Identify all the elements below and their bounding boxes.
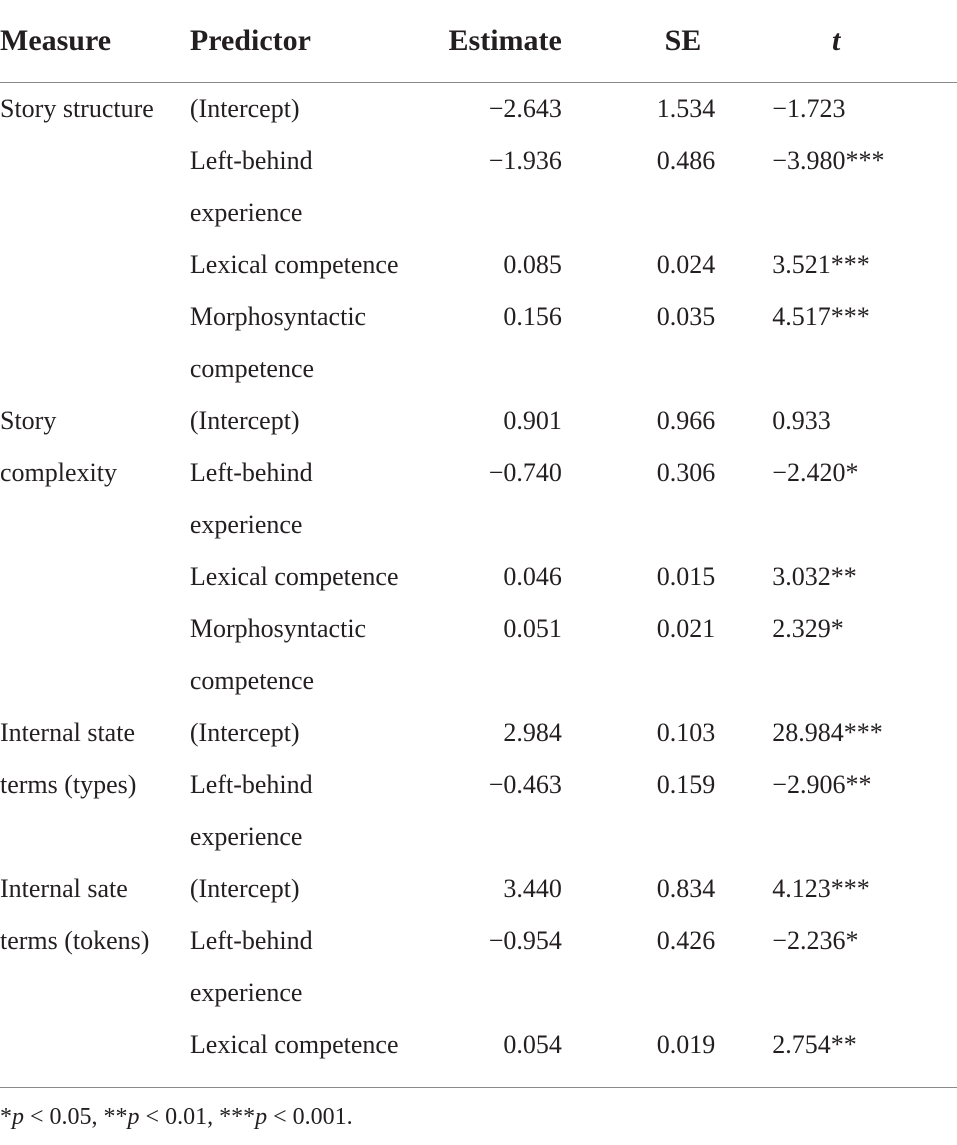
cell-t: 0.933 — [772, 406, 831, 435]
cell-se: 0.015 — [656, 562, 716, 591]
table-body — [0, 83, 957, 1088]
cell-se: 0.486 — [656, 146, 716, 175]
cell-se: 0.306 — [656, 458, 716, 487]
footnote-text: < 0.01, *** — [139, 1104, 256, 1130]
cell-estimate: −0.954 — [488, 926, 562, 955]
cell-se: 0.159 — [656, 770, 716, 799]
cell-measure: complexity — [0, 458, 117, 487]
footnote-text: < 0.05, ** — [24, 1104, 128, 1130]
cell-predictor: Morphosyntactic competence — [189, 614, 367, 695]
footnote-p: p — [12, 1104, 24, 1130]
cell-estimate: 0.156 — [503, 302, 562, 331]
cell-se: 0.024 — [656, 250, 716, 279]
cell-se: 0.966 — [656, 406, 716, 435]
table-row — [0, 1019, 957, 1088]
cell-estimate: 0.901 — [503, 406, 562, 435]
cell-estimate: 3.440 — [503, 874, 562, 903]
cell-measure — [0, 291, 190, 395]
table-footnote — [0, 1101, 353, 1133]
cell-t: −3.980*** — [772, 146, 885, 175]
cell-t: 2.754** — [715, 1019, 957, 1088]
cell-se: 0.019 — [562, 1019, 715, 1088]
table-row — [0, 915, 957, 1019]
cell-se: 0.426 — [656, 926, 716, 955]
table-row — [0, 135, 957, 239]
table-row — [0, 759, 957, 863]
cell-predictor: Left-behind experience — [189, 458, 313, 539]
cell-t: 4.517*** — [772, 302, 870, 331]
cell-t: 4.123*** — [772, 874, 870, 903]
cell-measure: Story — [0, 406, 57, 435]
cell-estimate: 0.054 — [446, 1019, 561, 1088]
cell-t: 2.329* — [772, 614, 844, 643]
cell-measure: Story structure — [0, 94, 154, 123]
cell-estimate: −1.936 — [488, 146, 562, 175]
cell-se: 0.035 — [656, 302, 716, 331]
cell-se: 0.103 — [656, 718, 716, 747]
cell-t: −2.906** — [772, 770, 872, 799]
cell-predictor: (Intercept) — [189, 874, 300, 903]
cell-measure — [0, 1019, 190, 1088]
table-row — [0, 83, 957, 136]
table-row — [0, 395, 957, 447]
header-measure: Measure — [0, 0, 190, 83]
cell-predictor: (Intercept) — [189, 94, 300, 123]
footnote-text: * — [0, 1104, 12, 1130]
footnote-p: p — [127, 1104, 140, 1130]
cell-measure: Internal sate — [0, 874, 128, 903]
cell-measure — [0, 603, 190, 707]
table-row — [0, 863, 957, 915]
cell-t: −2.420* — [772, 458, 859, 487]
table-row — [0, 551, 957, 603]
cell-measure — [0, 239, 190, 291]
cell-estimate: −2.643 — [488, 94, 562, 123]
cell-se: 0.834 — [656, 874, 716, 903]
cell-predictor: Lexical competence — [189, 250, 399, 279]
cell-measure: Internal state — [0, 718, 135, 747]
cell-predictor: Lexical competence — [190, 1019, 447, 1088]
cell-estimate: 2.984 — [503, 718, 562, 747]
cell-measure: terms (types) — [0, 770, 137, 799]
header-estimate: Estimate — [446, 0, 561, 83]
cell-se: 0.021 — [656, 614, 716, 643]
cell-t: 28.984*** — [772, 718, 883, 747]
header-row — [0, 0, 957, 83]
table-row — [0, 603, 957, 707]
footnote-p: p — [255, 1104, 268, 1130]
cell-estimate: 0.046 — [503, 562, 562, 591]
cell-predictor: (Intercept) — [189, 718, 300, 747]
table-row — [0, 291, 957, 395]
cell-predictor: Left-behind experience — [189, 926, 313, 1007]
cell-estimate: −0.463 — [488, 770, 562, 799]
cell-predictor: Left-behind experience — [189, 146, 313, 227]
cell-t: 3.521*** — [772, 250, 870, 279]
footnote-text: < 0.001. — [267, 1104, 353, 1130]
header-se: SE — [562, 0, 715, 83]
cell-predictor: (Intercept) — [189, 406, 300, 435]
cell-t: 3.032** — [772, 562, 857, 591]
cell-measure — [0, 551, 190, 603]
cell-t: −1.723 — [772, 94, 846, 123]
cell-predictor: Left-behind experience — [189, 770, 313, 851]
header-t: t — [715, 0, 957, 83]
cell-se: 1.534 — [656, 94, 716, 123]
cell-estimate: −0.740 — [488, 458, 562, 487]
cell-estimate: 0.051 — [503, 614, 562, 643]
cell-measure — [0, 135, 190, 239]
header-predictor: Predictor — [190, 0, 447, 83]
table-row — [0, 239, 957, 291]
cell-predictor: Morphosyntactic competence — [189, 302, 367, 383]
cell-predictor: Lexical competence — [189, 562, 399, 591]
cell-measure: terms (tokens) — [0, 926, 150, 955]
cell-t: −2.236* — [772, 926, 859, 955]
cell-estimate: 0.085 — [503, 250, 562, 279]
table-row — [0, 707, 957, 759]
table-row — [0, 447, 957, 551]
